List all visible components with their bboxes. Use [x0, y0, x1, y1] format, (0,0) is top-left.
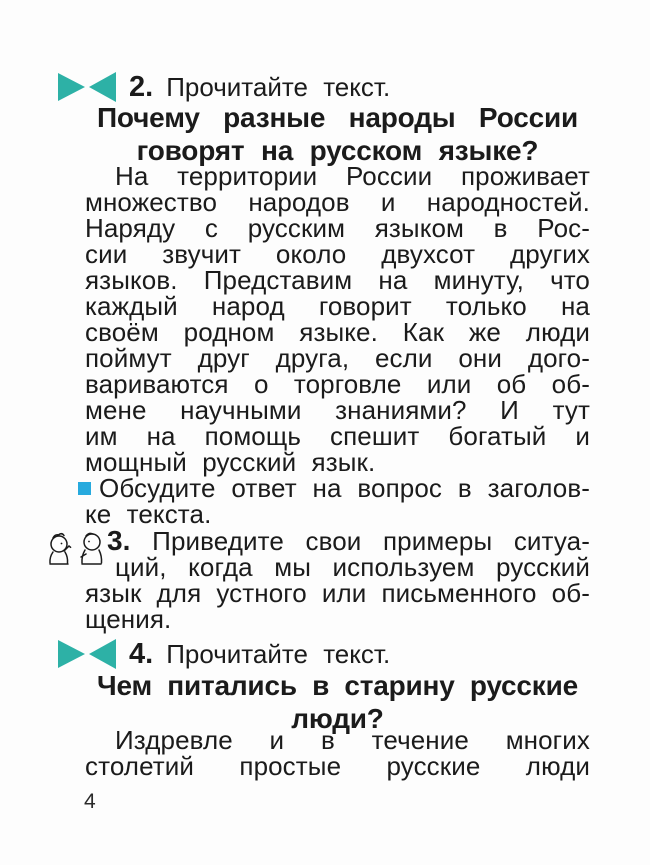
heading-line: люди?: [291, 703, 384, 734]
task-2-label: Прочитайте текст.: [166, 72, 391, 102]
task-2-row: [58, 70, 390, 104]
task-2-number: 2.: [129, 71, 154, 103]
square-bullet-icon: [78, 482, 91, 495]
heading-why-peoples-speak-russian: [85, 101, 590, 167]
task-4-label: Прочитайте текст.: [166, 639, 391, 669]
text-line: поймут друг друга, если они дого-: [85, 343, 590, 373]
text-line: На территории России проживает: [115, 161, 590, 191]
bullet-text: Обсудите ответ на вопрос в заголов-: [99, 473, 590, 503]
text-line: язык для устного или письменного об-: [85, 578, 590, 608]
text-line: языков. Представим на минуту, что: [85, 265, 590, 295]
text-line: множество народов и народностей.: [85, 187, 590, 217]
task-4-row: [58, 637, 390, 671]
paragraph-russian-language: [85, 163, 590, 475]
page-number: 4: [84, 790, 96, 813]
task-4-number: 4.: [129, 638, 154, 670]
bowtie-icon: [58, 638, 116, 670]
task-3-block: [45, 525, 590, 634]
text-line: мене научными знаниями? И тут: [85, 395, 590, 425]
text-line: мощный русский язык.: [85, 447, 376, 477]
text-line: им на помощь спешит богатый и: [85, 421, 590, 451]
text-line: своём родном языке. Как же люди: [85, 317, 590, 347]
heading-line: говорят на русском языке?: [136, 135, 539, 166]
text-line: каждый народ говорит только на: [85, 291, 590, 321]
children-talking-icon: [45, 531, 111, 573]
text-line: Наряду с русским языком в Рос-: [85, 213, 590, 243]
discussion-bullet-item: [78, 475, 590, 527]
text-line: ций, когда мы используем русский: [115, 552, 590, 582]
text-line: ке текста.: [85, 499, 212, 529]
text-line: столетий простые русские люди: [85, 751, 590, 781]
text-line: Издревле и в течение многих: [115, 725, 590, 755]
text-line: [78, 475, 590, 501]
text-line: щения.: [85, 604, 172, 634]
paragraph-old-food: [85, 727, 590, 779]
heading-line: Почему разные народы России: [97, 102, 578, 133]
task-3-number: 3.: [107, 525, 131, 556]
task-3-text: Приведите свои примеры ситуа-: [152, 526, 590, 556]
heading-line: Чем питались в старину русские: [97, 670, 578, 701]
bowtie-icon: [58, 71, 116, 103]
text-line: [45, 525, 590, 556]
text-line: сии звучит около двухсот других: [85, 239, 590, 269]
text-line: вариваются о торговле или об об-: [85, 369, 590, 399]
